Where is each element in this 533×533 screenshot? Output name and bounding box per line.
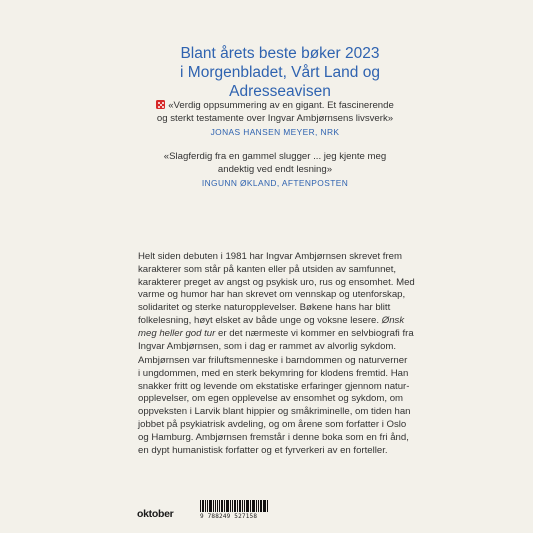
paragraph-text: er det nærmeste vi kommer en selvbiografi fra xyxy=(215,327,414,339)
isbn-number: 9 788249 527158 xyxy=(200,513,258,520)
review-quote-nrk xyxy=(150,100,400,139)
paragraph-line xyxy=(138,314,405,328)
paragraph-line: solidaritet og sterke naturopplevelser. Bøkene hans har blitt xyxy=(138,302,391,314)
barcode-bar xyxy=(213,500,214,512)
barcode-bar xyxy=(234,500,236,512)
barcode-bar xyxy=(200,500,201,512)
paragraph-line: i ungdommen, med en sterk bekymring for klodens fremtid. Han xyxy=(138,367,409,379)
barcode-bar xyxy=(226,500,229,512)
publisher-logo: oktober xyxy=(137,508,174,520)
paragraph-line: varme og humor har han skrevet om vennskap og utenforskap, xyxy=(138,289,406,301)
paragraph-line: Ambjørnsen var friluftsmenneske i barndommen og naturverner xyxy=(138,355,408,366)
paragraph-line: jobbet på psykiatrisk avdeling, og om årene som forfatter i Oslo xyxy=(138,418,407,430)
paragraph-line: opplevelser, om egen opplevelse av ensomhet og sykdom, om xyxy=(138,393,404,405)
barcode-bar xyxy=(244,500,245,512)
headline xyxy=(150,44,410,101)
headline-line: Blant årets beste bøker 2023 xyxy=(180,45,380,62)
barcode-bar xyxy=(267,500,268,512)
barcode-bar xyxy=(209,500,212,512)
headline-line: i Morgenbladet, Vårt Land og xyxy=(180,64,380,81)
barcode-bar xyxy=(232,500,233,512)
barcode-bar xyxy=(202,500,204,512)
barcode-bar xyxy=(252,500,253,512)
dice-icon xyxy=(156,100,165,109)
paragraph-line: snakker fritt og levende om ekstatiske erfaringer gjennom natur- xyxy=(138,380,410,392)
barcode-bar xyxy=(253,500,255,512)
quote-line: «Slagferdig fra en gammel slugger ... jeg kjente meg xyxy=(163,151,387,162)
paragraph-line: karakterer preget av angst og psykisk uro, rus og ensomhet. Med xyxy=(138,276,415,288)
barcode-bar xyxy=(260,500,262,512)
barcode-bar xyxy=(246,500,249,512)
barcode-bar xyxy=(239,500,241,512)
quote-line xyxy=(150,100,400,113)
paragraph-line: karakterer som står på kanten eller på utsiden av samfunnet, xyxy=(138,263,397,275)
barcode-bar xyxy=(250,500,251,512)
quote-source: JONAS HANSEN MEYER, NRK xyxy=(210,127,340,137)
review-quote-aftenposten xyxy=(150,151,400,190)
barcode-bar xyxy=(217,500,218,512)
quote-line: og sterkt testamente over Ingvar Ambjørnsens livsverk» xyxy=(156,112,394,124)
blurb-paragraph-1 xyxy=(138,251,415,353)
paragraph-line: oppveksten i Larvik blant hippier og småkriminelle, om tiden han xyxy=(138,406,411,418)
isbn-barcode xyxy=(200,500,268,512)
barcode-bar xyxy=(215,500,217,512)
paragraph-line: Ingvar Ambjørnsen, som i dag er rammet av alvorlig sykdom. xyxy=(138,340,397,352)
barcode-bar xyxy=(205,500,206,512)
paragraph-line: Helt siden debuten i 1981 har Ingvar Ambjørnsen skrevet frem xyxy=(138,251,402,262)
barcode-bar xyxy=(219,500,220,512)
blurb-paragraph-2 xyxy=(138,355,411,457)
barcode-bar xyxy=(237,500,238,512)
paragraph-line xyxy=(138,327,414,341)
paragraph-text: folkelesning, høyt elsket av både unge og voksne lesere. xyxy=(138,314,380,326)
barcode-bar xyxy=(258,500,259,512)
quote-line: andektig ved endt lesning» xyxy=(217,163,333,175)
barcode-bar xyxy=(230,500,231,512)
barcode-bar xyxy=(221,500,223,512)
barcode-bar xyxy=(224,500,225,512)
barcode-bar xyxy=(242,500,243,512)
book-title-italic: Ønsk xyxy=(381,314,405,326)
quote-source: INGUNN ØKLAND, AFTENPOSTEN xyxy=(201,178,349,188)
barcode-bar xyxy=(207,500,208,512)
quote-text: «Verdig oppsummering av en gigant. Et fascinerende xyxy=(168,100,394,111)
headline-line: Adresseavisen xyxy=(229,83,331,100)
barcode-bar xyxy=(263,500,266,512)
paragraph-line: og Hamburg. Ambjørnsen fremstår i denne boka som en fri ånd, xyxy=(138,431,409,443)
book-title-italic: meg heller god tur xyxy=(138,327,216,339)
paragraph-line: en dypt humanistisk forfatter og et fyrverkeri av en forteller. xyxy=(138,444,388,456)
barcode-bar xyxy=(256,500,257,512)
